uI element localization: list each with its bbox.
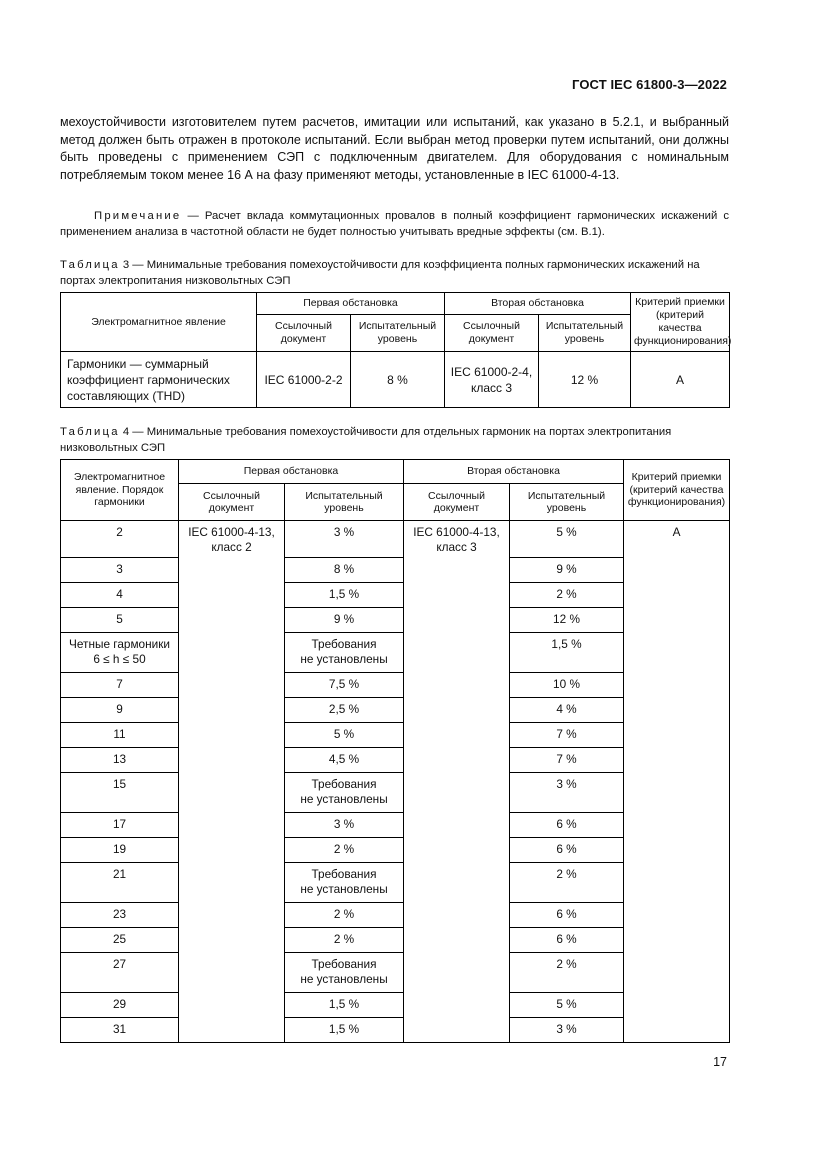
t4-cell-order: 4 [61, 582, 179, 607]
t4-cell-order: 11 [61, 722, 179, 747]
t4-cell-ref-doc-1-empty [179, 1017, 285, 1042]
t4-cell-test-level-2: 1,5 % [510, 632, 624, 672]
t4-cell-criterion-empty [624, 722, 730, 747]
table-row [61, 902, 730, 927]
t4-cell-test-level-2: 2 % [510, 862, 624, 902]
t4-cell-ref-doc-1-empty [179, 862, 285, 902]
note-text: — Расчет вклада коммутационных провалов в полный коэффициент гармонических искажений с применением анализа в частотной области не будет полностью учитывать вредные эффекты (см. В.1). [60, 210, 729, 238]
t4-cell-test-level-1: 5 % [285, 722, 404, 747]
t4-cell-criterion-empty [624, 557, 730, 582]
t4-header-criterion: Критерий приемки (критерий качества функционирования) [624, 460, 730, 521]
t4-header-ref-doc-2: Ссылочный документ [404, 484, 510, 521]
t3-cell-ref-doc-1: IEC 61000-2-2 [257, 352, 351, 408]
t4-cell-test-level-1: 3 % [285, 521, 404, 558]
t4-cell-test-level-1: 1,5 % [285, 992, 404, 1017]
t4-cell-ref-doc-1-empty [179, 697, 285, 722]
t4-cell-test-level-1: 1,5 % [285, 1017, 404, 1042]
t4-cell-ref-doc-1-empty [179, 952, 285, 992]
t4-cell-test-level-1: Требования не установлены [285, 952, 404, 992]
t4-cell-criterion-empty [624, 952, 730, 992]
t4-cell-order: 13 [61, 747, 179, 772]
t4-cell-order: 25 [61, 927, 179, 952]
t4-cell-test-level-2: 10 % [510, 672, 624, 697]
t4-cell-ref-doc-1-empty [179, 672, 285, 697]
t4-cell-ref-doc-1-empty [179, 582, 285, 607]
t4-cell-ref-doc-2-empty [404, 927, 510, 952]
t4-cell-test-level-2: 6 % [510, 902, 624, 927]
table-row [61, 607, 730, 632]
t4-cell-ref-doc-2-empty [404, 992, 510, 1017]
t4-cell-test-level-2: 7 % [510, 747, 624, 772]
t3-header-ref-doc-1: Ссылочный документ [257, 315, 351, 352]
t4-cell-criterion-empty [624, 772, 730, 812]
table-3 [60, 292, 730, 408]
table3-caption [60, 258, 729, 289]
t4-cell-order: 5 [61, 607, 179, 632]
t4-cell-ref-doc-1-empty [179, 747, 285, 772]
t3-header-ref-doc-2: Ссылочный документ [445, 315, 539, 352]
t4-cell-order: Четные гармоники 6 ≤ h ≤ 50 [61, 632, 179, 672]
table-row [61, 992, 730, 1017]
table-row [61, 557, 730, 582]
t3-cell-test-level-1: 8 % [351, 352, 445, 408]
t4-cell-test-level-2: 3 % [510, 772, 624, 812]
t4-cell-ref-doc-2-empty [404, 582, 510, 607]
t4-cell-criterion-empty [624, 672, 730, 697]
table4-caption [60, 425, 729, 456]
table-row [61, 772, 730, 812]
t4-cell-criterion-empty [624, 992, 730, 1017]
t3-header-test-level-1: Испытательный уровень [351, 315, 445, 352]
t4-cell-test-level-2: 7 % [510, 722, 624, 747]
t4-cell-order: 23 [61, 902, 179, 927]
t4-cell-order: 27 [61, 952, 179, 992]
t4-cell-ref-doc-1-empty [179, 992, 285, 1017]
t4-cell-criterion-empty [624, 582, 730, 607]
t3-header-criterion: Критерий приемки (критерий качества функционирования) [631, 293, 730, 352]
table-row [61, 862, 730, 902]
table-row [61, 927, 730, 952]
t4-cell-test-level-1: 7,5 % [285, 672, 404, 697]
table-row [61, 747, 730, 772]
t4-cell-order: 21 [61, 862, 179, 902]
t4-cell-criterion-empty [624, 902, 730, 927]
t4-cell-ref-doc-1-empty [179, 557, 285, 582]
t4-cell-order: 29 [61, 992, 179, 1017]
t4-cell-ref-doc-1-empty [179, 837, 285, 862]
table4-caption-text: 4 — Минимальные требования помехоустойчивости для отдельных гармоник на портах электропитания низковольтных СЭП [60, 426, 672, 454]
t4-cell-test-level-1: 2 % [285, 837, 404, 862]
t4-header-test-level-2: Испытательный уровень [510, 484, 624, 521]
t4-cell-criterion-empty [624, 697, 730, 722]
table-row [61, 1017, 730, 1042]
table-row [61, 672, 730, 697]
t4-cell-test-level-1: 4,5 % [285, 747, 404, 772]
t4-cell-test-level-2: 6 % [510, 927, 624, 952]
t4-cell-test-level-2: 6 % [510, 837, 624, 862]
t4-cell-ref-doc-1-empty [179, 722, 285, 747]
t4-cell-criterion-empty [624, 607, 730, 632]
t4-cell-ref-doc-2-empty [404, 902, 510, 927]
t4-cell-criterion-empty [624, 1017, 730, 1042]
t3-cell-ref-doc-2: IEC 61000-2-4, класс 3 [445, 352, 539, 408]
t4-cell-ref-doc-2-empty [404, 862, 510, 902]
t4-cell-criterion-empty [624, 837, 730, 862]
table-row [61, 837, 730, 862]
t4-cell-order: 19 [61, 837, 179, 862]
t4-cell-ref-doc-2: IEC 61000-4-13, класс 3 [404, 521, 510, 558]
t4-cell-criterion-empty [624, 812, 730, 837]
t4-cell-test-level-1: 2 % [285, 902, 404, 927]
t4-cell-order: 9 [61, 697, 179, 722]
table-row [61, 632, 730, 672]
note-label: Примечание [94, 210, 182, 222]
t4-cell-ref-doc-2-empty [404, 1017, 510, 1042]
t4-cell-test-level-1: 2,5 % [285, 697, 404, 722]
t4-header-first-env: Первая обстановка [179, 460, 404, 484]
t4-header-second-env: Вторая обстановка [404, 460, 624, 484]
t4-cell-test-level-2: 3 % [510, 1017, 624, 1042]
t4-cell-ref-doc-2-empty [404, 607, 510, 632]
t4-cell-ref-doc-1-empty [179, 812, 285, 837]
table-row [61, 722, 730, 747]
t4-cell-order: 31 [61, 1017, 179, 1042]
table-row [61, 697, 730, 722]
t4-cell-test-level-1: Требования не установлены [285, 632, 404, 672]
t4-cell-criterion: A [624, 521, 730, 558]
t4-cell-ref-doc-2-empty [404, 557, 510, 582]
t4-cell-order: 2 [61, 521, 179, 558]
t4-cell-ref-doc-2-empty [404, 837, 510, 862]
table-row [61, 521, 730, 558]
page-number: 17 [713, 1055, 727, 1069]
t4-cell-test-level-2: 4 % [510, 697, 624, 722]
t4-cell-ref-doc-2-empty [404, 672, 510, 697]
t4-cell-order: 17 [61, 812, 179, 837]
table-4 [60, 459, 730, 1043]
table-row [61, 352, 730, 408]
t3-cell-phenomenon: Гармоники — суммарный коэффициент гармонических составляющих (THD) [61, 352, 257, 408]
t4-header-test-level-1: Испытательный уровень [285, 484, 404, 521]
t4-cell-ref-doc-1: IEC 61000-4-13, класс 2 [179, 521, 285, 558]
t4-cell-ref-doc-1-empty [179, 632, 285, 672]
t3-cell-test-level-2: 12 % [539, 352, 631, 408]
table4-label: Таблица [60, 426, 120, 438]
table-row [61, 812, 730, 837]
t4-cell-criterion-empty [624, 862, 730, 902]
t4-cell-test-level-1: 9 % [285, 607, 404, 632]
t3-header-second-env: Вторая обстановка [445, 293, 631, 315]
t4-cell-ref-doc-2-empty [404, 722, 510, 747]
body-paragraph: мехоустойчивости изготовителем путем расчетов, имитации или испытаний, как указано в 5.2.1, и выбранный метод должен быть отражен в протоколе испытаний. Если выбран метод проверки путем испытаний, они должны быть проведены с применением СЭП с подключенным двигателем. Для оборудования с номинальным потребляемым током менее 16 А на фазу применяют методы, установленные в IEC 61000-4-13. [60, 115, 729, 182]
t4-cell-test-level-1: Требования не установлены [285, 862, 404, 902]
note [60, 208, 729, 240]
table3-label: Таблица [60, 259, 120, 271]
t4-cell-criterion-empty [624, 632, 730, 672]
t4-cell-test-level-2: 2 % [510, 952, 624, 992]
t3-cell-criterion: A [631, 352, 730, 408]
t4-cell-ref-doc-2-empty [404, 952, 510, 992]
t4-cell-test-level-1: 3 % [285, 812, 404, 837]
t4-cell-criterion-empty [624, 747, 730, 772]
t4-cell-test-level-1: Требования не установлены [285, 772, 404, 812]
t4-header-phenomenon: Электромагнитное явление. Порядок гармоники [61, 460, 179, 521]
t4-cell-order: 15 [61, 772, 179, 812]
t4-cell-ref-doc-2-empty [404, 632, 510, 672]
t4-cell-ref-doc-1-empty [179, 927, 285, 952]
t4-cell-test-level-1: 1,5 % [285, 582, 404, 607]
t4-cell-test-level-2: 5 % [510, 521, 624, 558]
t4-cell-ref-doc-2-empty [404, 772, 510, 812]
t3-header-first-env: Первая обстановка [257, 293, 445, 315]
t4-cell-ref-doc-1-empty [179, 607, 285, 632]
t4-cell-test-level-2: 6 % [510, 812, 624, 837]
t4-cell-criterion-empty [624, 927, 730, 952]
t4-cell-ref-doc-1-empty [179, 772, 285, 812]
t4-cell-test-level-2: 5 % [510, 992, 624, 1017]
table3-caption-text: 3 — Минимальные требования помехоустойчивости для коэффициента полных гармонических искажений на портах электропитания низковольтных СЭП [60, 259, 700, 287]
t3-header-phenomenon: Электромагнитное явление [61, 293, 257, 352]
table-row [61, 952, 730, 992]
t4-cell-ref-doc-2-empty [404, 812, 510, 837]
t4-cell-ref-doc-2-empty [404, 747, 510, 772]
table-row [61, 582, 730, 607]
t4-cell-ref-doc-1-empty [179, 902, 285, 927]
t4-cell-test-level-2: 12 % [510, 607, 624, 632]
t4-cell-order: 3 [61, 557, 179, 582]
t4-cell-test-level-1: 2 % [285, 927, 404, 952]
t4-cell-test-level-2: 2 % [510, 582, 624, 607]
document-header: ГОСТ IEC 61800-3—2022 [572, 77, 727, 92]
t4-cell-ref-doc-2-empty [404, 697, 510, 722]
t4-header-ref-doc-1: Ссылочный документ [179, 484, 285, 521]
t4-cell-order: 7 [61, 672, 179, 697]
t4-cell-test-level-2: 9 % [510, 557, 624, 582]
t3-header-test-level-2: Испытательный уровень [539, 315, 631, 352]
t4-cell-test-level-1: 8 % [285, 557, 404, 582]
